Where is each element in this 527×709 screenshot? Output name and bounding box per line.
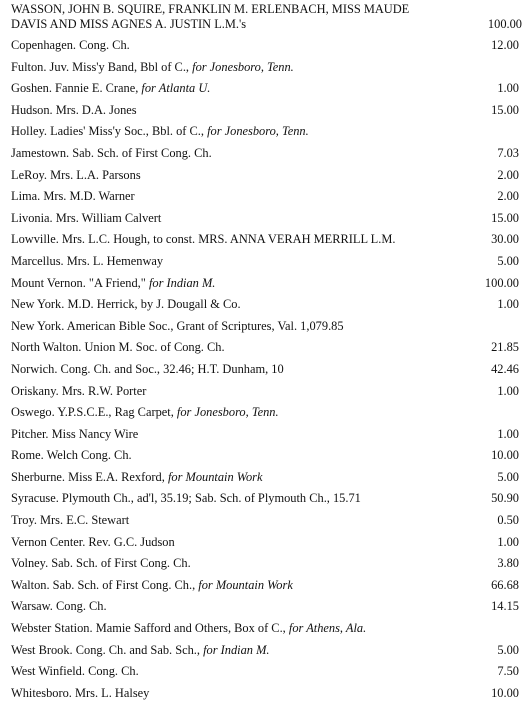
donation-amount: 0.50 <box>497 513 519 528</box>
donation-text <box>11 165 141 187</box>
donation-amount: 1.00 <box>497 297 519 312</box>
designation-italic: for Jonesboro, Tenn. <box>207 124 309 139</box>
donation-text <box>11 273 215 295</box>
donation-amount: 15.00 <box>491 210 519 225</box>
entry-header <box>11 2 522 31</box>
donation-row <box>0 337 527 359</box>
donation-amount: 2.00 <box>497 189 519 204</box>
donation-row <box>0 488 527 510</box>
donor-description: Lowville. Mrs. L.C. Hough, to const. MRS. ANNA VERAH MERRILL L.M. <box>11 232 396 247</box>
donation-row <box>0 186 527 208</box>
donation-row <box>0 251 527 273</box>
donation-row <box>0 165 527 187</box>
donation-row <box>0 229 527 251</box>
designation-italic: for Jonesboro, Tenn. <box>176 405 279 420</box>
donation-row <box>0 208 527 230</box>
donation-amount: 5.00 <box>497 469 519 484</box>
donor-description: Pitcher. Miss Nancy Wire <box>11 426 139 441</box>
donor-description: Warsaw. Cong. Ch. <box>11 599 107 614</box>
donation-row <box>0 467 527 489</box>
donation-row <box>0 100 527 122</box>
donation-row <box>0 683 527 705</box>
donation-row <box>0 402 527 424</box>
donor-description: North Walton. Union M. Soc. of Cong. Ch. <box>11 340 225 355</box>
donor-description: New York. M.D. Herrick, by J. Dougall & Co. <box>11 297 241 312</box>
donation-text <box>11 57 294 79</box>
donation-row <box>0 575 527 597</box>
designation-italic: for Atlanta U. <box>141 81 211 96</box>
donor-description: Sherburne. Miss E.A. Rexford, <box>11 469 168 484</box>
donor-description: Marcellus. Mrs. L. Hemenway <box>11 253 164 268</box>
donation-row <box>0 273 527 295</box>
donor-description: Hudson. Mrs. D.A. Jones <box>11 102 137 117</box>
donor-description: Lima. Mrs. M.D. Warner <box>11 189 135 204</box>
donation-text <box>11 251 163 273</box>
donation-text <box>11 596 107 618</box>
donation-text <box>11 510 129 532</box>
donation-amount: 100.00 <box>484 275 519 290</box>
donation-text <box>11 640 270 662</box>
donation-text <box>11 488 361 510</box>
designation-italic: for Indian M. <box>203 642 270 657</box>
donation-text <box>11 143 212 165</box>
donor-description: Oswego. Y.P.S.C.E., Rag Carpet, <box>11 405 177 420</box>
donation-amount: 7.03 <box>497 145 519 160</box>
donation-text <box>11 294 241 316</box>
designation-italic: for Mountain Work <box>198 577 293 592</box>
donation-amount: 30.00 <box>491 232 519 247</box>
donation-row <box>0 510 527 532</box>
donation-text <box>11 186 135 208</box>
donation-row <box>0 143 527 165</box>
donor-description: Livonia. Mrs. William Calvert <box>11 210 162 225</box>
donation-row <box>0 35 527 57</box>
donation-text <box>11 337 225 359</box>
donor-description: Vernon Center. Rev. G.C. Judson <box>11 534 175 549</box>
donor-description: Rome. Welch Cong. Ch. <box>11 448 132 463</box>
header-line-2: DAVIS AND MISS AGNES A. JUSTIN L.M.'s <box>11 16 247 31</box>
donation-amount: 50.90 <box>491 491 519 506</box>
donor-description: Whitesboro. Mrs. L. Halsey <box>11 685 150 700</box>
donation-amount: 42.46 <box>491 361 519 376</box>
donation-text <box>11 35 130 57</box>
donor-description: Webster Station. Mamie Safford and Others, Box of C., <box>11 621 289 636</box>
donation-row <box>0 424 527 446</box>
donation-row <box>0 618 527 640</box>
donation-text <box>11 683 149 705</box>
donation-amount: 10.00 <box>491 685 519 700</box>
donation-text <box>11 424 138 446</box>
donor-description: New York. American Bible Soc., Grant of Scriptures, Val. 1,079.85 <box>11 318 344 333</box>
donor-description: Copenhagen. Cong. Ch. <box>11 38 130 52</box>
donation-text <box>11 618 366 640</box>
donation-row <box>0 553 527 575</box>
donation-row <box>0 381 527 403</box>
donation-amount: 2.00 <box>497 167 519 182</box>
donor-description: Fulton. Juv. Miss'y Band, Bbl of C., <box>11 59 193 74</box>
designation-italic: for Jonesboro, Tenn. <box>192 59 294 74</box>
donation-text <box>11 229 395 251</box>
donation-amount: 5.00 <box>497 253 519 268</box>
donor-description: Walton. Sab. Sch. of First Cong. Ch., <box>11 577 199 592</box>
donation-text <box>11 78 210 100</box>
donation-text <box>11 575 293 597</box>
donation-text <box>11 359 284 381</box>
donation-amount: 1.00 <box>497 383 519 398</box>
donation-row <box>0 78 527 100</box>
donation-text <box>11 208 161 230</box>
donation-amount: 1.00 <box>497 534 519 549</box>
designation-italic: for Athens, Ala. <box>288 621 367 636</box>
donor-description: West Winfield. Cong. Ch. <box>11 664 139 679</box>
donation-amount: 14.15 <box>491 599 519 614</box>
donation-text <box>11 381 146 403</box>
donor-description: Oriskany. Mrs. R.W. Porter <box>11 383 147 398</box>
donor-description: West Brook. Cong. Ch. and Sab. Sch., <box>11 642 204 657</box>
donor-description: Troy. Mrs. E.C. Stewart <box>11 513 130 528</box>
donation-text <box>11 316 344 338</box>
donation-list <box>0 35 527 704</box>
donation-amount: 7.50 <box>497 664 519 679</box>
donation-text <box>11 532 175 554</box>
donation-text <box>11 661 139 683</box>
donor-description: Volney. Sab. Sch. of First Cong. Ch. <box>11 556 191 571</box>
donation-amount: 1.00 <box>497 426 519 441</box>
donation-row <box>0 57 527 79</box>
donation-text <box>11 445 132 467</box>
donation-amount: 3.80 <box>497 556 519 571</box>
donation-amount: 5.00 <box>497 642 519 657</box>
donation-text <box>11 553 191 575</box>
donor-description: Holley. Ladies' Miss'y Soc., Bbl. of C., <box>11 124 208 139</box>
donor-description: Mount Vernon. "A Friend," <box>11 275 149 290</box>
designation-italic: for Mountain Work <box>167 469 263 484</box>
donor-description: Jamestown. Sab. Sch. of First Cong. Ch. <box>11 145 212 160</box>
donation-row <box>0 359 527 381</box>
donation-amount: 1.00 <box>497 81 519 96</box>
donation-row <box>0 532 527 554</box>
donor-description: Goshen. Fannie E. Crane, <box>11 81 142 96</box>
donor-description: LeRoy. Mrs. L.A. Parsons <box>11 167 141 182</box>
donation-text <box>11 467 262 489</box>
donation-row <box>0 596 527 618</box>
header-line-1: WASSON, JOHN B. SQUIRE, FRANKLIN M. ERLENBACH, MISS MAUDE <box>11 2 410 16</box>
donation-amount: 66.68 <box>491 577 519 592</box>
donation-row <box>0 121 527 143</box>
donation-row <box>0 661 527 683</box>
donation-amount: 15.00 <box>491 102 519 117</box>
donation-text <box>11 121 309 143</box>
header-amount: 100.00 <box>487 17 522 31</box>
donor-description: Syracuse. Plymouth Ch., ad'l, 35.19; Sab. Sch. of Plymouth Ch., 15.71 <box>11 491 361 506</box>
donation-row <box>0 445 527 467</box>
donation-text <box>11 100 137 122</box>
donation-text <box>11 402 279 424</box>
donation-amount: 12.00 <box>491 38 519 52</box>
donation-amount: 21.85 <box>491 340 519 355</box>
donation-row <box>0 640 527 662</box>
donation-row <box>0 294 527 316</box>
designation-italic: for Indian M. <box>148 275 216 290</box>
donor-description: Norwich. Cong. Ch. and Soc., 32.46; H.T. Dunham, 10 <box>11 361 284 376</box>
donation-row <box>0 316 527 338</box>
donation-amount: 10.00 <box>491 448 519 463</box>
